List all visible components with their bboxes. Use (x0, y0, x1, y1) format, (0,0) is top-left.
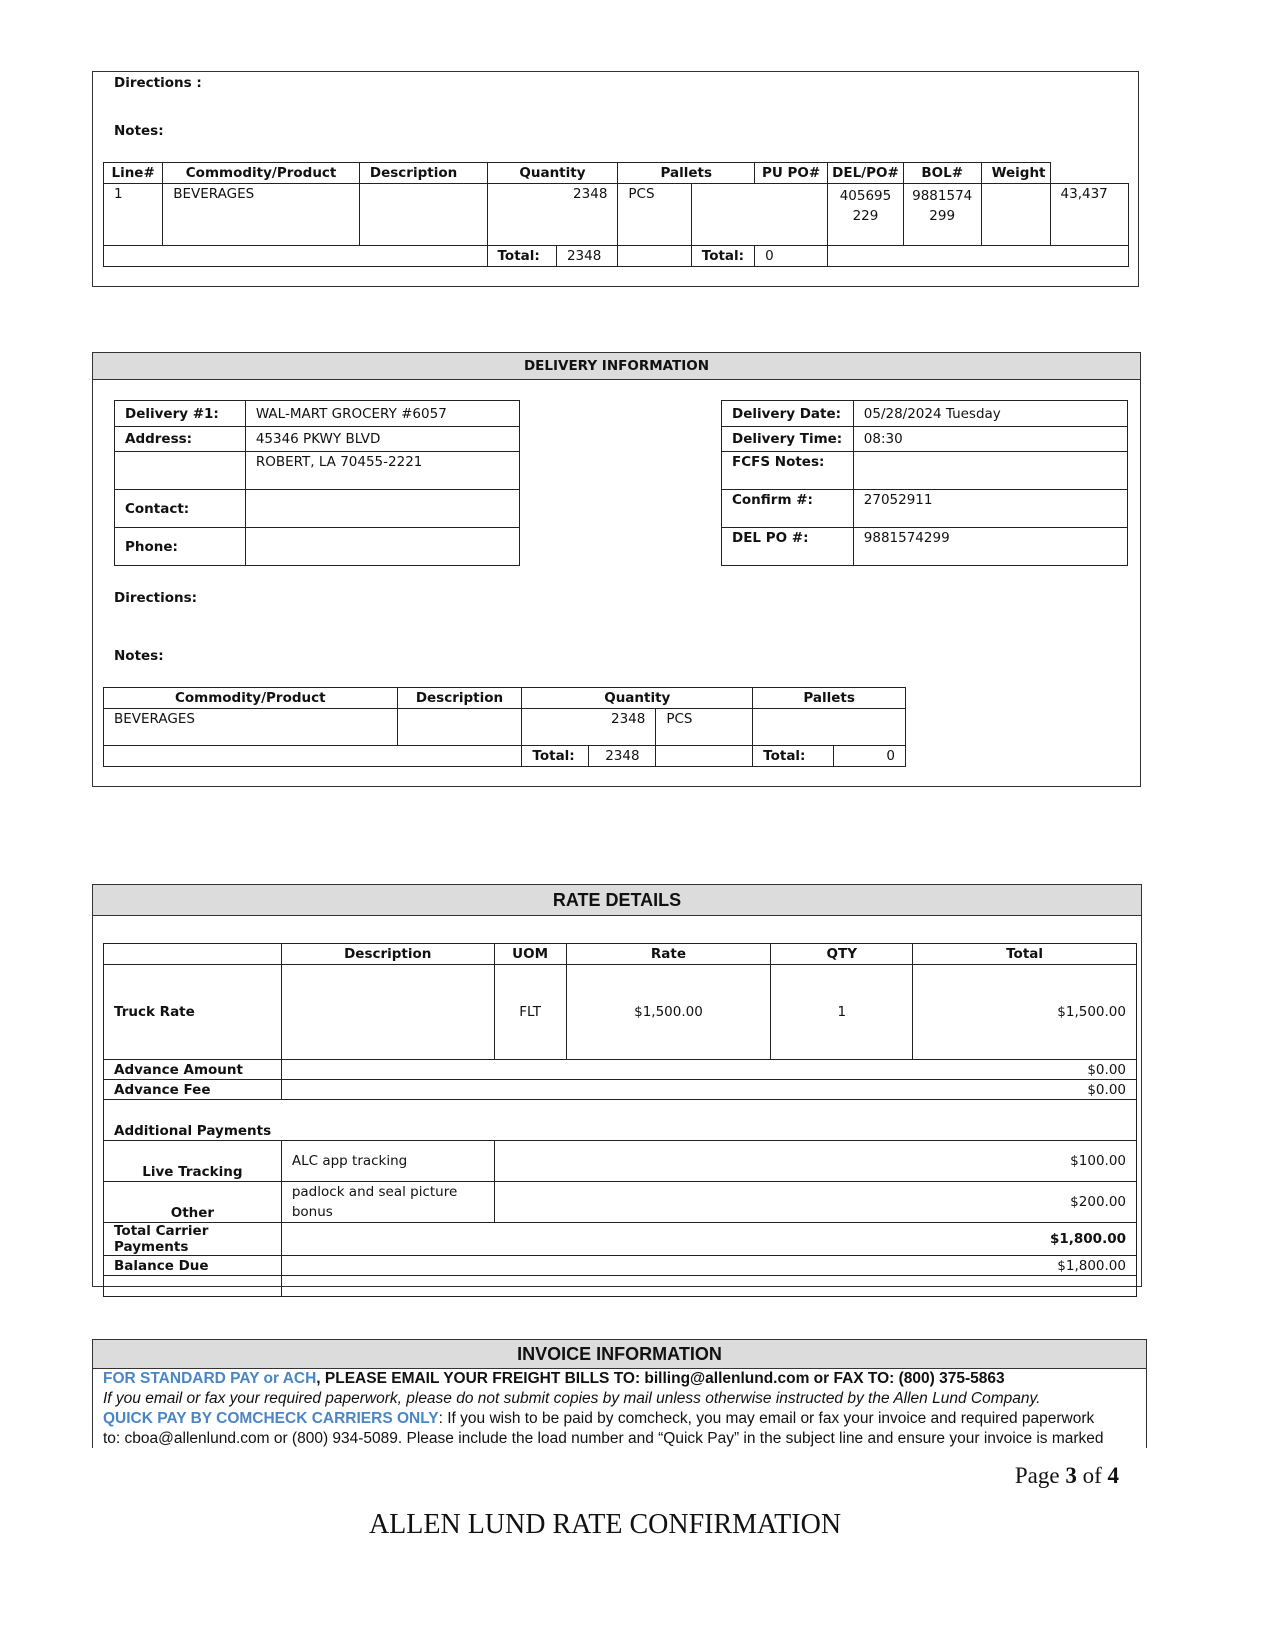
header-weight: Weight (981, 163, 1050, 184)
delivery-section (92, 352, 1141, 787)
header-commodity: Commodity/Product (163, 163, 360, 184)
invoice-header: INVOICE INFORMATION (93, 1340, 1146, 1369)
totals-row (104, 746, 906, 767)
header-bol: BOL# (903, 163, 981, 184)
table-row (104, 184, 1129, 246)
cell-pallets (691, 184, 827, 246)
page-number (1015, 1463, 1119, 1489)
additional-payments-label: Additional Payments (104, 1100, 1137, 1141)
truck-rate-description (281, 965, 494, 1060)
fcfs-notes-value (853, 452, 1127, 490)
address-label: Address: (115, 427, 246, 452)
header-del-po: DEL/PO# (828, 163, 904, 184)
delivery-directions-label: Directions: (114, 590, 198, 606)
cell-line: 1 (104, 184, 163, 246)
advance-amount-value: $0.00 (281, 1060, 1136, 1080)
advance-amount-label: Advance Amount (104, 1060, 282, 1080)
contact-label: Contact: (115, 490, 246, 528)
live-tracking-description: ALC app tracking (281, 1141, 494, 1182)
delivery-time-label: Delivery Time: (722, 427, 854, 452)
standard-pay-instructions: , PLEASE EMAIL YOUR FREIGHT BILLS TO: billing@allenlund.com or FAX TO: (800) 375-5863 (316, 1370, 1005, 1387)
delivery-notes-label: Notes: (114, 648, 164, 664)
truck-rate-uom: FLT (494, 965, 566, 1060)
rate-header: RATE DETAILS (93, 885, 1141, 916)
delivery-time-value: 08:30 (853, 427, 1127, 452)
quick-pay-text: QUICK PAY BY COMCHECK CARRIERS ONLY (103, 1410, 439, 1427)
cell-commodity: BEVERAGES (104, 709, 398, 746)
delivery-schedule-table (721, 400, 1128, 566)
totals-row (104, 246, 1129, 267)
live-tracking-value: $100.00 (494, 1141, 1136, 1182)
cell-del-po (903, 184, 981, 246)
pallets-total-label: Total: (691, 246, 754, 267)
pallets-total-value: 0 (834, 746, 906, 767)
header-description: Description (397, 688, 522, 709)
address-line2: ROBERT, LA 70455-2221 (245, 452, 519, 490)
del-po-value: 9881574299 (853, 528, 1127, 566)
rate-section (92, 884, 1142, 1287)
truck-rate-rate: $1,500.00 (566, 965, 771, 1060)
delivery-commodity-table (103, 687, 906, 767)
delivery-number-value: WAL-MART GROCERY #6057 (245, 401, 519, 427)
invoice-line3 (103, 1409, 1138, 1429)
cell-qty: 2348 (487, 184, 618, 246)
other-description-line1: padlock and seal picture (291, 1184, 458, 1200)
delivery-number-label: Delivery #1: (115, 401, 246, 427)
fcfs-notes-label: FCFS Notes: (722, 452, 854, 490)
invoice-line2: If you email or fax your required paperwork, please do not submit copies by mail unless otherwise instructed by the Allen Lund Company. (103, 1390, 1041, 1407)
truck-rate-label: Truck Rate (104, 965, 282, 1060)
header-pu-po: PU PO# (755, 163, 828, 184)
phone-label: Phone: (115, 528, 246, 566)
cell-pu-po (828, 184, 904, 246)
address-line1: 45346 PKWY BLVD (245, 427, 519, 452)
pickup-commodity-table (103, 162, 1129, 267)
header-quantity: Quantity (522, 688, 753, 709)
delivery-header: DELIVERY INFORMATION (93, 353, 1140, 380)
total-carrier-payments-label: Total Carrier Payments (104, 1223, 282, 1256)
balance-due-value: $1,800.00 (281, 1256, 1136, 1276)
other-description (281, 1182, 494, 1223)
advance-fee-label: Advance Fee (104, 1080, 282, 1100)
cell-commodity: BEVERAGES (163, 184, 360, 246)
table-row (104, 709, 906, 746)
header-rate: Rate (566, 944, 771, 965)
advance-fee-value: $0.00 (281, 1080, 1136, 1100)
invoice-line1 (103, 1369, 1138, 1389)
pu-po-line2: 229 (852, 208, 879, 224)
pallets-total-label: Total: (753, 746, 834, 767)
confirm-label: Confirm #: (722, 490, 854, 528)
balance-due-label: Balance Due (104, 1256, 282, 1276)
del-po-label: DEL PO #: (722, 528, 854, 566)
total-carrier-payments-value: $1,800.00 (281, 1223, 1136, 1256)
page-prefix: Page (1014, 1463, 1066, 1488)
cell-unit: PCS (656, 709, 753, 746)
other-label: Other (104, 1182, 282, 1223)
cell-description (397, 709, 522, 746)
notes-label: Notes: (114, 123, 164, 139)
quick-pay-instructions: : If you wish to be paid by comcheck, you may email or fax your invoice and required paperwork (438, 1410, 1095, 1427)
header-line: Line# (104, 163, 163, 184)
header-description: Description (281, 944, 494, 965)
del-po-line1: 9881574 (912, 188, 973, 204)
phone-value (245, 528, 519, 566)
invoice-section (92, 1339, 1147, 1448)
contact-value (245, 490, 519, 528)
qty-total-value: 2348 (556, 246, 617, 267)
cell-unit: PCS (618, 184, 691, 246)
header-qty: QTY (771, 944, 913, 965)
qty-total-label: Total: (522, 746, 589, 767)
live-tracking-label: Live Tracking (104, 1141, 282, 1182)
header-total: Total (913, 944, 1137, 965)
page-total: 4 (1107, 1463, 1119, 1488)
delivery-date-value: 05/28/2024 Tuesday (853, 401, 1127, 427)
qty-total-value: 2348 (589, 746, 656, 767)
header-pallets: Pallets (618, 163, 755, 184)
truck-rate-total: $1,500.00 (913, 965, 1137, 1060)
page-current: 3 (1065, 1463, 1077, 1488)
truck-rate-row (104, 965, 1137, 1060)
pallets-total-value: 0 (755, 246, 828, 267)
other-value: $200.00 (494, 1182, 1136, 1223)
header-quantity: Quantity (487, 163, 618, 184)
header-pallets: Pallets (753, 688, 906, 709)
confirm-value: 27052911 (853, 490, 1127, 528)
pickup-section (92, 71, 1139, 287)
qty-total-label: Total: (487, 246, 556, 267)
truck-rate-qty: 1 (771, 965, 913, 1060)
directions-label: Directions : (114, 75, 202, 91)
cell-pallets (753, 709, 906, 746)
cell-qty: 2348 (522, 709, 656, 746)
delivery-date-label: Delivery Date: (722, 401, 854, 427)
invoice-line4: to: cboa@allenlund.com or (800) 934-5089. Please include the load number and “Quick Pay” in the subject line and ensure your invoice is marked (103, 1430, 1104, 1447)
del-po-line2: 299 (929, 208, 956, 224)
cell-weight: 43,437 (1050, 184, 1128, 246)
cell-bol (981, 184, 1050, 246)
header-commodity: Commodity/Product (104, 688, 398, 709)
cell-description (359, 184, 487, 246)
rate-table (103, 943, 1137, 1297)
other-description-line2: bonus (291, 1204, 333, 1220)
delivery-location-table (114, 400, 520, 566)
header-description: Description (359, 163, 487, 184)
pu-po-line1: 405695 (839, 188, 892, 204)
document-title: ALLEN LUND RATE CONFIRMATION (368, 1509, 842, 1540)
standard-pay-text: FOR STANDARD PAY or ACH (103, 1370, 317, 1387)
header-uom: UOM (494, 944, 566, 965)
page-of: of (1076, 1463, 1108, 1488)
